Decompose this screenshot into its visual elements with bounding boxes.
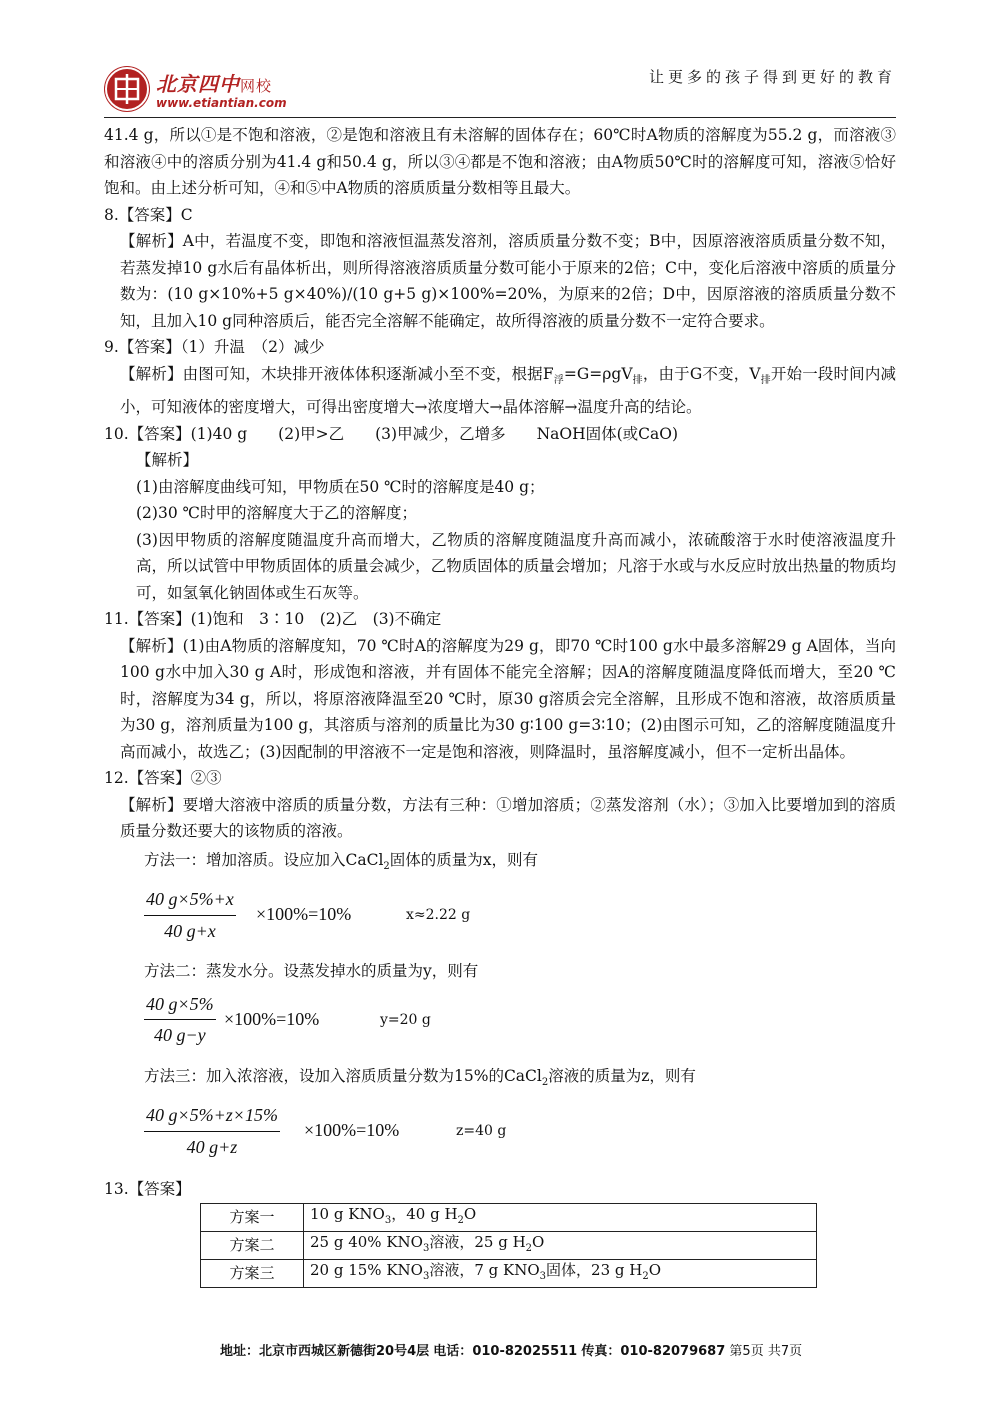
formula-result: y=20 g — [380, 1011, 431, 1028]
fraction: 40 g×5% 40 g−y — [146, 993, 214, 1046]
logo-emblem-icon — [104, 66, 150, 112]
fraction: 40 g×5%+z×15% 40 g+z — [146, 1105, 278, 1157]
plan-name: 方案一 — [201, 1203, 304, 1231]
logo-text: 北京四中网校 — [156, 72, 273, 96]
plan-content: 10 g $KNO_3$，40 g $H_2O$ — [304, 1203, 817, 1231]
table-row — [201, 1203, 817, 1231]
formula-tail: ×100%=10% — [304, 1120, 400, 1141]
fraction: 40 g×5%+x 40 g+x — [146, 889, 234, 941]
analysis-10-heading: 【解析】 — [136, 451, 199, 470]
plan-content: 25 g 40% $KNO_3$溶液，25 g $H_2O$ — [304, 1231, 817, 1259]
school-logo[interactable] — [104, 62, 304, 120]
header-slogan: 让更多的孩子得到更好的教育 — [648, 68, 896, 86]
paragraph-q7-cont: 41.4 g，所以①是不饱和溶液，②是饱和溶液且有未溶解的固体存在；60℃时A物质的溶解度为55.2 g，而溶液③和溶液④中的溶质分别为41.4 g和50.4 g，所以③④都是不饱和溶液；由A物质50℃时的溶解度可知，溶液⑤恰好饱和。由上述分析可知，④和⑤中A物质的溶质质量分数相等且最大。 — [104, 126, 896, 197]
page-number: 第5页 — [729, 1344, 764, 1359]
formula-result: z=40 g — [456, 1123, 507, 1140]
analysis-8: 【解析】A中，若温度不变，即饱和溶液恒温蒸发溶剂，溶质质量分数不变；B中，因原溶液溶质质量分数不知，若蒸发掉10 g水后有晶体析出，则所得溶液溶质质量分数可能小于原来的2倍；C中，变化后溶液中溶质的质量分数为：(10 g×10%+5 g×40%)/(10 g+5 g)×100%=20%，为原来的2倍；D中，因原溶液的溶质质量分数不知，且加入10 g同种溶质后，能否完全溶解不能确定，故所得溶液的质量分数不一定符合要求。 — [120, 232, 896, 330]
answer-9: 9.【答案】（1）升温 （2）减少 — [104, 338, 325, 356]
analysis-12: 【解析】要增大溶液中溶质的质量分数，方法有三种：①增加溶质；②蒸发溶剂（水）；③加入比要增加到的溶质质量分数还要大的该物质的溶液。 — [120, 795, 896, 841]
answer-8: 8.【答案】C — [104, 205, 193, 224]
analysis-10-b: (2)30 ℃时甲的溶解度大于乙的溶解度； — [136, 504, 417, 523]
method-2: 方法二：蒸发水分。设蒸发掉水的质量为y，则有 — [144, 962, 479, 981]
formula-3 — [144, 1102, 896, 1166]
footer-fax: 010-82079687 — [620, 1344, 726, 1359]
page-total: 共7页 — [767, 1344, 803, 1359]
logo-url[interactable]: www.etiantian.com — [156, 96, 287, 110]
formula-tail: ×100%=10% — [224, 1008, 320, 1029]
plan-name: 方案二 — [201, 1231, 304, 1259]
table-row — [201, 1231, 817, 1259]
answer-13: 13.【答案】 — [104, 1180, 191, 1199]
formula-2 — [144, 991, 896, 1055]
formula-result: x≈2.22 g — [406, 907, 471, 924]
method-1: 方法一：增加溶质。设应加入CaCl$_2$固体的质量为x，则有 — [144, 850, 539, 872]
page-footer: 地址：北京市西城区新德街20号4层 电话：010-82025511 传真：010-82079687 第5页 共7页 — [220, 1344, 803, 1359]
header-divider — [104, 117, 896, 118]
document-body — [104, 122, 896, 1288]
method-3: 方法三：加入浓溶液，设加入溶质质量分数为15%的CaCl$_2$溶液的质量为z，则有 — [144, 1066, 696, 1088]
plan-content: 20 g 15% $KNO_3$溶液，7 g $KNO_3$固体，23 g $H_2O$ — [304, 1259, 817, 1287]
footer-address: 北京市西城区新德街20号4层 — [259, 1344, 430, 1359]
table-row — [201, 1259, 817, 1287]
analysis-10-c: (3)因甲物质的溶解度随温度升高而增大，乙物质的溶解度随温度升高而减小，浓硫酸溶于水时使溶液温度升高，所以试管中甲物质固体的质量会减少，乙物质固体的质量会增加；凡溶于水或与水反应时放出热量的物质均可，如氢氧化钠固体或生石灰等。 — [136, 530, 896, 602]
answer-12: 12.【答案】②③ — [104, 769, 222, 788]
footer-phone: 010-82025511 — [472, 1344, 578, 1359]
analysis-9: 【解析】由图可知，木块排开液体体积逐渐减小至不变，根据$F_浮=G=\rho gV_排$，由于G不变，$V_排$开始一段时间内减小，可知液体的密度增大，可得出密度增大→浓度增大→晶体溶解→温度升高的结论。 — [120, 364, 896, 417]
plan-table — [200, 1203, 817, 1288]
analysis-11: 【解析】(1)由A物质的溶解度知，70 ℃时A的溶解度为29 g，即70 ℃时100 g水中最多溶解29 g A固体，当向100 g水中加入30 g A时，形成饱和溶液，并有固体不能完全溶解；因A的溶解度随温度降低而增大，至20 ℃时，溶解度为34 g，所以，将原溶液降温至20 ℃时，原30 g溶质会完全溶解，且形成不饱和溶液，故溶质质量为30 g，溶剂质量为100 g，其溶质与溶剂的质量比为30 g∶100 g=3∶10；(2)由图示可知，乙的溶解度随温度升高而减小，故选乙；(3)因配制的甲溶液不一定是饱和溶液，则降温时，虽溶解度减小，但不一定析出晶体。 — [120, 636, 897, 761]
answer-11: 11.【答案】(1)饱和 3∶10 (2)乙 (3)不确定 — [104, 610, 442, 629]
answer-10: 10.【答案】(1)40 g (2)甲>乙 (3)甲减少，乙增多 NaOH固体(或CaO) — [104, 424, 679, 443]
analysis-10-a: (1)由溶解度曲线可知，甲物质在50 ℃时的溶解度是40 g； — [136, 477, 545, 496]
formula-1 — [144, 886, 896, 950]
plan-name: 方案三 — [201, 1259, 304, 1287]
formula-tail: ×100%=10% — [256, 904, 352, 925]
